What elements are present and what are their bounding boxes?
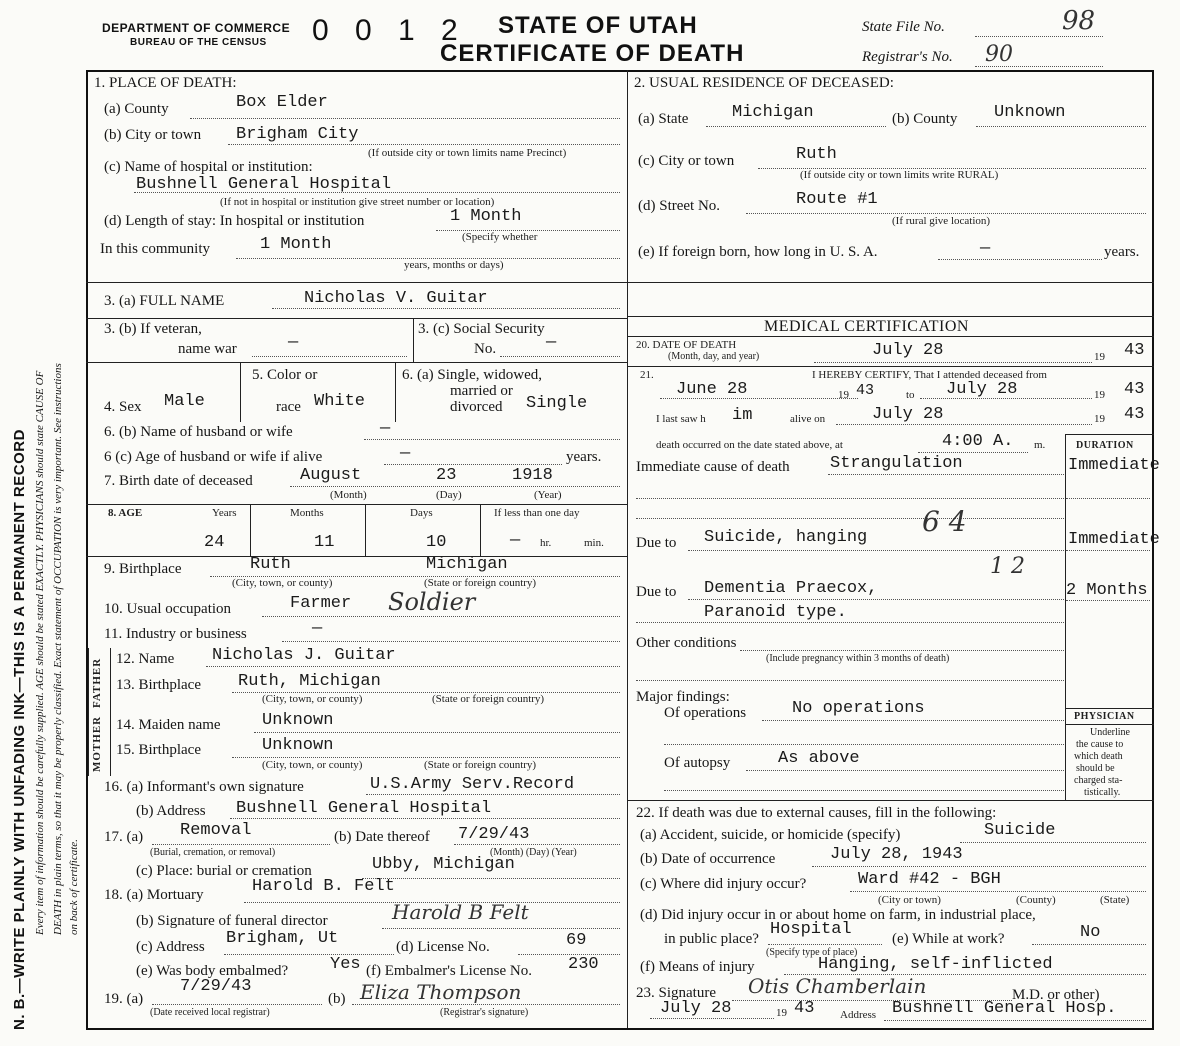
while-at-work-label: (e) While at work? (892, 931, 1005, 947)
cert-number: 21. (640, 369, 654, 381)
pod-community-note: years, months or days) (404, 259, 504, 271)
res-county-label: (b) County (892, 111, 958, 127)
full-name-label: 3. (a) FULL NAME (104, 293, 225, 309)
duration-heading: DURATION (1076, 440, 1134, 451)
where-city-note: (City or town) (878, 894, 941, 906)
major-findings-label: Major findings: (636, 689, 730, 705)
res-foreign-suffix: years. (1104, 244, 1140, 260)
burial-date-note: (Month) (Day) (Year) (490, 847, 577, 858)
dod-value: July 28 (872, 341, 944, 360)
last-saw-label: I last saw h (656, 413, 706, 425)
age-days-value: 10 (426, 533, 447, 552)
father-name-value: Nicholas J. Guitar (212, 646, 396, 665)
registrar-label-b: (b) (328, 991, 346, 1007)
operations-label: Of operations (664, 705, 747, 721)
marital-value: Single (526, 394, 588, 413)
occurrence-date-value: July 28, 1943 (830, 845, 963, 864)
burial-date-label: (b) Date thereof (334, 829, 430, 845)
registrar-date-value: 7/29/43 (180, 977, 252, 996)
pod-hospital-label: (c) Name of hospital or institution: (104, 159, 313, 175)
age-months-value: 11 (314, 533, 335, 552)
industry-label: 11. Industry or business (104, 626, 247, 642)
burial-place-value: Ubby, Michigan (372, 855, 515, 874)
registrar-no-label: Registrar's No. (862, 49, 953, 65)
spouse-value: — (380, 419, 391, 438)
color-label: 5. Color or (252, 367, 318, 383)
physician-note-2: the cause to (1076, 739, 1124, 750)
father-birthplace-label: 13. Birthplace (116, 677, 201, 693)
mortuary-address-label: (c) Address (136, 939, 205, 955)
serial-number: 0 0 1 2 (312, 14, 467, 47)
marital-label: 6. (a) Single, widowed, (402, 367, 542, 383)
public-place-value: Hospital (770, 920, 852, 939)
sex-label: 4. Sex (104, 399, 142, 415)
time-suffix: m. (1034, 439, 1046, 451)
birth-year-note: (Year) (534, 489, 562, 501)
maiden-name-label: 14. Maiden name (116, 717, 221, 733)
license-value: 69 (566, 931, 587, 950)
informant-address-value: Bushnell General Hospital (236, 799, 492, 818)
autopsy-value: As above (778, 749, 860, 768)
due-to-1-duration: Immediate (1068, 530, 1160, 549)
veteran-value: — (288, 333, 299, 352)
burial-method-note: (Burial, cremation, or removal) (150, 847, 276, 858)
license-label: (d) License No. (396, 939, 490, 955)
father-name-label: 12. Name (116, 651, 175, 667)
other-conditions-label: Other conditions (636, 635, 737, 651)
sex-value: Male (164, 392, 205, 411)
pod-county-label: (a) County (104, 101, 169, 117)
cert-text: I HEREBY CERTIFY, That I attended deceased from (812, 369, 1047, 381)
last-saw-year-prefix: 19 (1094, 413, 1105, 425)
signature-suffix: M.D. or other) (1012, 987, 1100, 1003)
age-label: 8. AGE (108, 507, 143, 519)
father-tag: FATHER (91, 657, 103, 708)
pod-city-label: (b) City or town (104, 127, 202, 143)
burial-place-label: (c) Place: burial or cremation (136, 863, 312, 879)
external-heading: 22. If death was due to external causes, fill in the following: (636, 805, 997, 821)
veteran-label: 3. (b) If veteran, (104, 321, 202, 337)
father-bp-state-note: (State or foreign country) (432, 693, 545, 705)
birthplace-state-value: Michigan (426, 555, 508, 574)
margin-instruction-3: DEATH in plain terms, so that it may be properly classified. Exact statement of OCCUPATION is very important. See instructions (52, 363, 64, 935)
dod-note: (Month, day, and year) (668, 351, 760, 362)
external-type-label: (a) Accident, suicide, or homicide (specify) (640, 827, 901, 843)
means-label: (f) Means of injury (640, 959, 755, 975)
age-hr-value: — (510, 531, 521, 550)
signature-year-value: 43 (794, 999, 815, 1018)
birth-date-label: 7. Birth date of deceased (104, 473, 253, 489)
state-file-label: State File No. (862, 19, 945, 35)
physician-heading: PHYSICIAN (1074, 711, 1135, 722)
signature-label: 23. Signature (636, 985, 716, 1001)
occupation-value: Farmer (290, 594, 352, 613)
pod-city-value: Brigham City (236, 125, 359, 144)
birthplace-city-value: Ruth (250, 555, 291, 574)
res-state-label: (a) State (638, 111, 689, 127)
birth-month-value: August (300, 466, 362, 485)
operations-value: No operations (792, 699, 925, 718)
state-file-value: 98 (1062, 6, 1096, 36)
margin-instruction-main: N. B.—WRITE PLAINLY WITH UNFADING INK—THIS IS A PERMANENT RECORD (11, 429, 28, 1030)
immediate-cause-value: Strangulation (830, 454, 963, 473)
res-city-value: Ruth (796, 145, 837, 164)
pod-community-label: In this community (100, 241, 210, 257)
time-value: 4:00 A. (942, 432, 1014, 451)
to-year-value: 43 (1124, 380, 1145, 399)
while-at-work-value: No (1080, 923, 1101, 942)
signature-date-value: July 28 (660, 999, 732, 1018)
spouse-age-label: 6 (c) Age of husband or wife if alive (104, 449, 323, 465)
res-street-value: Route #1 (796, 190, 878, 209)
age-years-value: 24 (204, 533, 225, 552)
physician-note-3: which death (1074, 751, 1123, 762)
mother-bp-state-note: (State or foreign country) (424, 759, 537, 771)
spouse-label: 6. (b) Name of husband or wife (104, 424, 293, 440)
birth-year-value: 1918 (512, 466, 553, 485)
mother-tag: MOTHER (91, 715, 103, 772)
from-year-value: 43 (856, 382, 875, 399)
injury-where-value: Ward #42 - BGH (858, 870, 1001, 889)
registrar-signature: Eliza Thompson (360, 980, 522, 1004)
due-to-2-duration: 2 Months (1066, 581, 1148, 600)
maiden-name-value: Unknown (262, 711, 334, 730)
signature-address-label: Address (840, 1009, 877, 1021)
physician-note-6: tistically. (1084, 787, 1121, 798)
industry-value: — (312, 619, 323, 638)
registrar-date-note: (Date received local registrar) (150, 1007, 270, 1018)
age-days-label: Days (410, 507, 433, 519)
father-bp-city-note: (City, town, or county) (262, 693, 363, 705)
veteran-label-2: name war (178, 341, 237, 357)
to-year-prefix: 19 (1094, 389, 1105, 401)
due-to-2-label: Due to (636, 584, 677, 600)
dod-year-prefix: 19 (1094, 351, 1105, 363)
injury-where-label: (c) Where did injury occur? (640, 876, 807, 892)
ssn-label: 3. (c) Social Security (418, 321, 545, 337)
marital-label-2: married or (450, 383, 513, 399)
informant-sig-value: U.S.Army Serv.Record (370, 775, 575, 794)
registrar-sig-note: (Registrar's signature) (440, 1007, 529, 1018)
spouse-age-suffix: years. (566, 449, 602, 465)
father-birthplace-value: Ruth, Michigan (238, 672, 381, 691)
res-city-label: (c) City or town (638, 153, 735, 169)
age-min-label: min. (584, 537, 604, 549)
attended-from-value: June 28 (676, 380, 748, 399)
due-to-2-value-line2: Paranoid type. (704, 603, 847, 622)
race-label: race (276, 399, 301, 415)
mother-bp-city-note: (City, town, or county) (262, 759, 363, 771)
mother-birthplace-value: Unknown (262, 736, 334, 755)
res-city-note: (If outside city or town limits write RURAL) (800, 169, 999, 181)
place-of-death-heading: 1. PLACE OF DEATH: (94, 75, 237, 91)
embalmer-license-value: 230 (568, 955, 599, 974)
last-saw-h-value: im (732, 406, 753, 425)
attended-to-value: July 28 (946, 380, 1018, 399)
res-state-value: Michigan (732, 103, 814, 122)
mortuary-label: 18. (a) Mortuary (104, 887, 204, 903)
birthplace-city-note: (City, town, or county) (232, 577, 333, 589)
res-county-value: Unknown (994, 103, 1066, 122)
residence-heading: 2. USUAL RESIDENCE OF DECEASED: (634, 75, 894, 91)
title-certificate: CERTIFICATE OF DEATH (440, 40, 745, 67)
occupation-label: 10. Usual occupation (104, 601, 232, 617)
due-to-1-value: Suicide, hanging (704, 528, 868, 547)
burial-label-a: 17. (a) (104, 829, 144, 845)
signature-year-prefix: 19 (776, 1007, 787, 1019)
res-street-label: (d) Street No. (638, 198, 721, 214)
last-saw-year-value: 43 (1124, 405, 1145, 424)
res-street-note: (If rural give location) (892, 215, 991, 227)
mortuary-name-value: Harold B. Felt (252, 877, 395, 896)
birth-day-note: (Day) (436, 489, 462, 501)
physician-note-5: charged sta- (1074, 775, 1123, 786)
pod-stay-label: (d) Length of stay: In hospital or institution (104, 213, 365, 229)
autopsy-label: Of autopsy (664, 755, 731, 771)
race-value: White (314, 392, 366, 411)
bureau-label: BUREAU OF THE CENSUS (130, 37, 267, 48)
occurrence-date-label: (b) Date of occurrence (640, 851, 776, 867)
margin-instruction-4: on back of certificate. (68, 839, 80, 935)
res-foreign-value: — (980, 239, 991, 258)
pod-stay-note: (Specify whether (462, 231, 538, 243)
birth-day-value: 23 (436, 466, 457, 485)
occupation-handwritten: Soldier (388, 588, 476, 616)
spouse-age-value: — (400, 444, 411, 463)
physician-signature: Otis Chamberlain (748, 974, 927, 998)
dod-year-value: 43 (1124, 341, 1145, 360)
external-type-value: Suicide (984, 821, 1056, 840)
pod-city-note: (If outside city or town limits name Precinct) (368, 147, 567, 159)
res-foreign-label: (e) If foreign born, how long in U. S. A. (638, 244, 878, 260)
physician-note-4: should be (1076, 763, 1115, 774)
ssn-value: — (546, 333, 557, 352)
burial-date-value: 7/29/43 (458, 825, 530, 844)
birthplace-state-note: (State or foreign country) (424, 577, 537, 589)
age-lessday-label: If less than one day (494, 507, 580, 519)
last-saw-date-value: July 28 (872, 405, 944, 424)
alive-on-label: alive on (790, 413, 826, 425)
other-conditions-note: (Include pregnancy within 3 months of death) (766, 653, 950, 664)
to-label: to (906, 389, 915, 401)
public-place-label: in public place? (664, 931, 759, 947)
pod-stay-hospital-value: 1 Month (450, 207, 522, 226)
birthplace-label: 9. Birthplace (104, 561, 182, 577)
embalmed-label: (e) Was body embalmed? (136, 963, 289, 979)
registrar-no-value: 90 (985, 42, 1013, 67)
due-to-2-code: 1 2 (990, 554, 1025, 579)
pod-hospital-note: (If not in hospital or institution give street number or location) (220, 196, 495, 208)
pod-hospital-value: Bushnell General Hospital (136, 175, 392, 194)
funeral-director-sig-label: (b) Signature of funeral director (136, 913, 328, 929)
medical-heading: MEDICAL CERTIFICATION (764, 318, 969, 335)
burial-method-value: Removal (180, 821, 252, 840)
immediate-cause-label: Immediate cause of death (636, 459, 790, 475)
age-hr-label: hr. (540, 537, 552, 549)
mother-birthplace-label: 15. Birthplace (116, 742, 201, 758)
embalmer-license-label: (f) Embalmer's License No. (366, 963, 532, 979)
pod-community-value: 1 Month (260, 235, 332, 254)
informant-address-label: (b) Address (136, 803, 206, 819)
due-to-1-label: Due to (636, 535, 677, 551)
ssn-label-2: No. (474, 341, 497, 357)
where-county-note: (County) (1016, 894, 1056, 906)
occurred-label: death occurred on the date stated above, at (656, 439, 843, 451)
funeral-director-sig: Harold B Felt (392, 900, 529, 924)
marital-label-3: divorced (450, 399, 503, 415)
where-state-note: (State) (1100, 894, 1130, 906)
mortuary-address-value: Brigham, Ut (226, 929, 339, 948)
embalmed-value: Yes (330, 955, 361, 974)
birth-month-note: (Month) (330, 489, 367, 501)
age-years-label: Years (212, 507, 237, 519)
dod-label: 20. DATE OF DEATH (636, 339, 737, 351)
from-year-prefix: 19 (838, 389, 849, 401)
pod-county-value: Box Elder (236, 93, 328, 112)
full-name-value: Nicholas V. Guitar (304, 289, 488, 308)
due-to-1-code: 6 4 (922, 505, 967, 538)
injury-home-label: (d) Did injury occur in or about home on farm, in industrial place, (640, 907, 1036, 923)
immediate-duration-value: Immediate (1068, 456, 1160, 475)
physician-note-1: Underline (1090, 727, 1130, 738)
informant-sig-label: 16. (a) Informant's own signature (104, 779, 304, 795)
due-to-2-value-line1: Dementia Praecox, (704, 579, 878, 598)
age-months-label: Months (290, 507, 324, 519)
department-label: DEPARTMENT OF COMMERCE (102, 21, 291, 35)
registrar-label-a: 19. (a) (104, 991, 144, 1007)
means-value: Hanging, self-inflicted (818, 955, 1053, 974)
margin-instruction-2: Every item of information should be carefully supplied. AGE should be stated EXACTLY. PHYSICIANS should state CAUSE OF (34, 370, 46, 935)
title-state: STATE OF UTAH (498, 12, 698, 39)
place-type-note: (Specify type of place) (766, 947, 858, 958)
signature-address-value: Bushnell General Hosp. (892, 999, 1117, 1018)
